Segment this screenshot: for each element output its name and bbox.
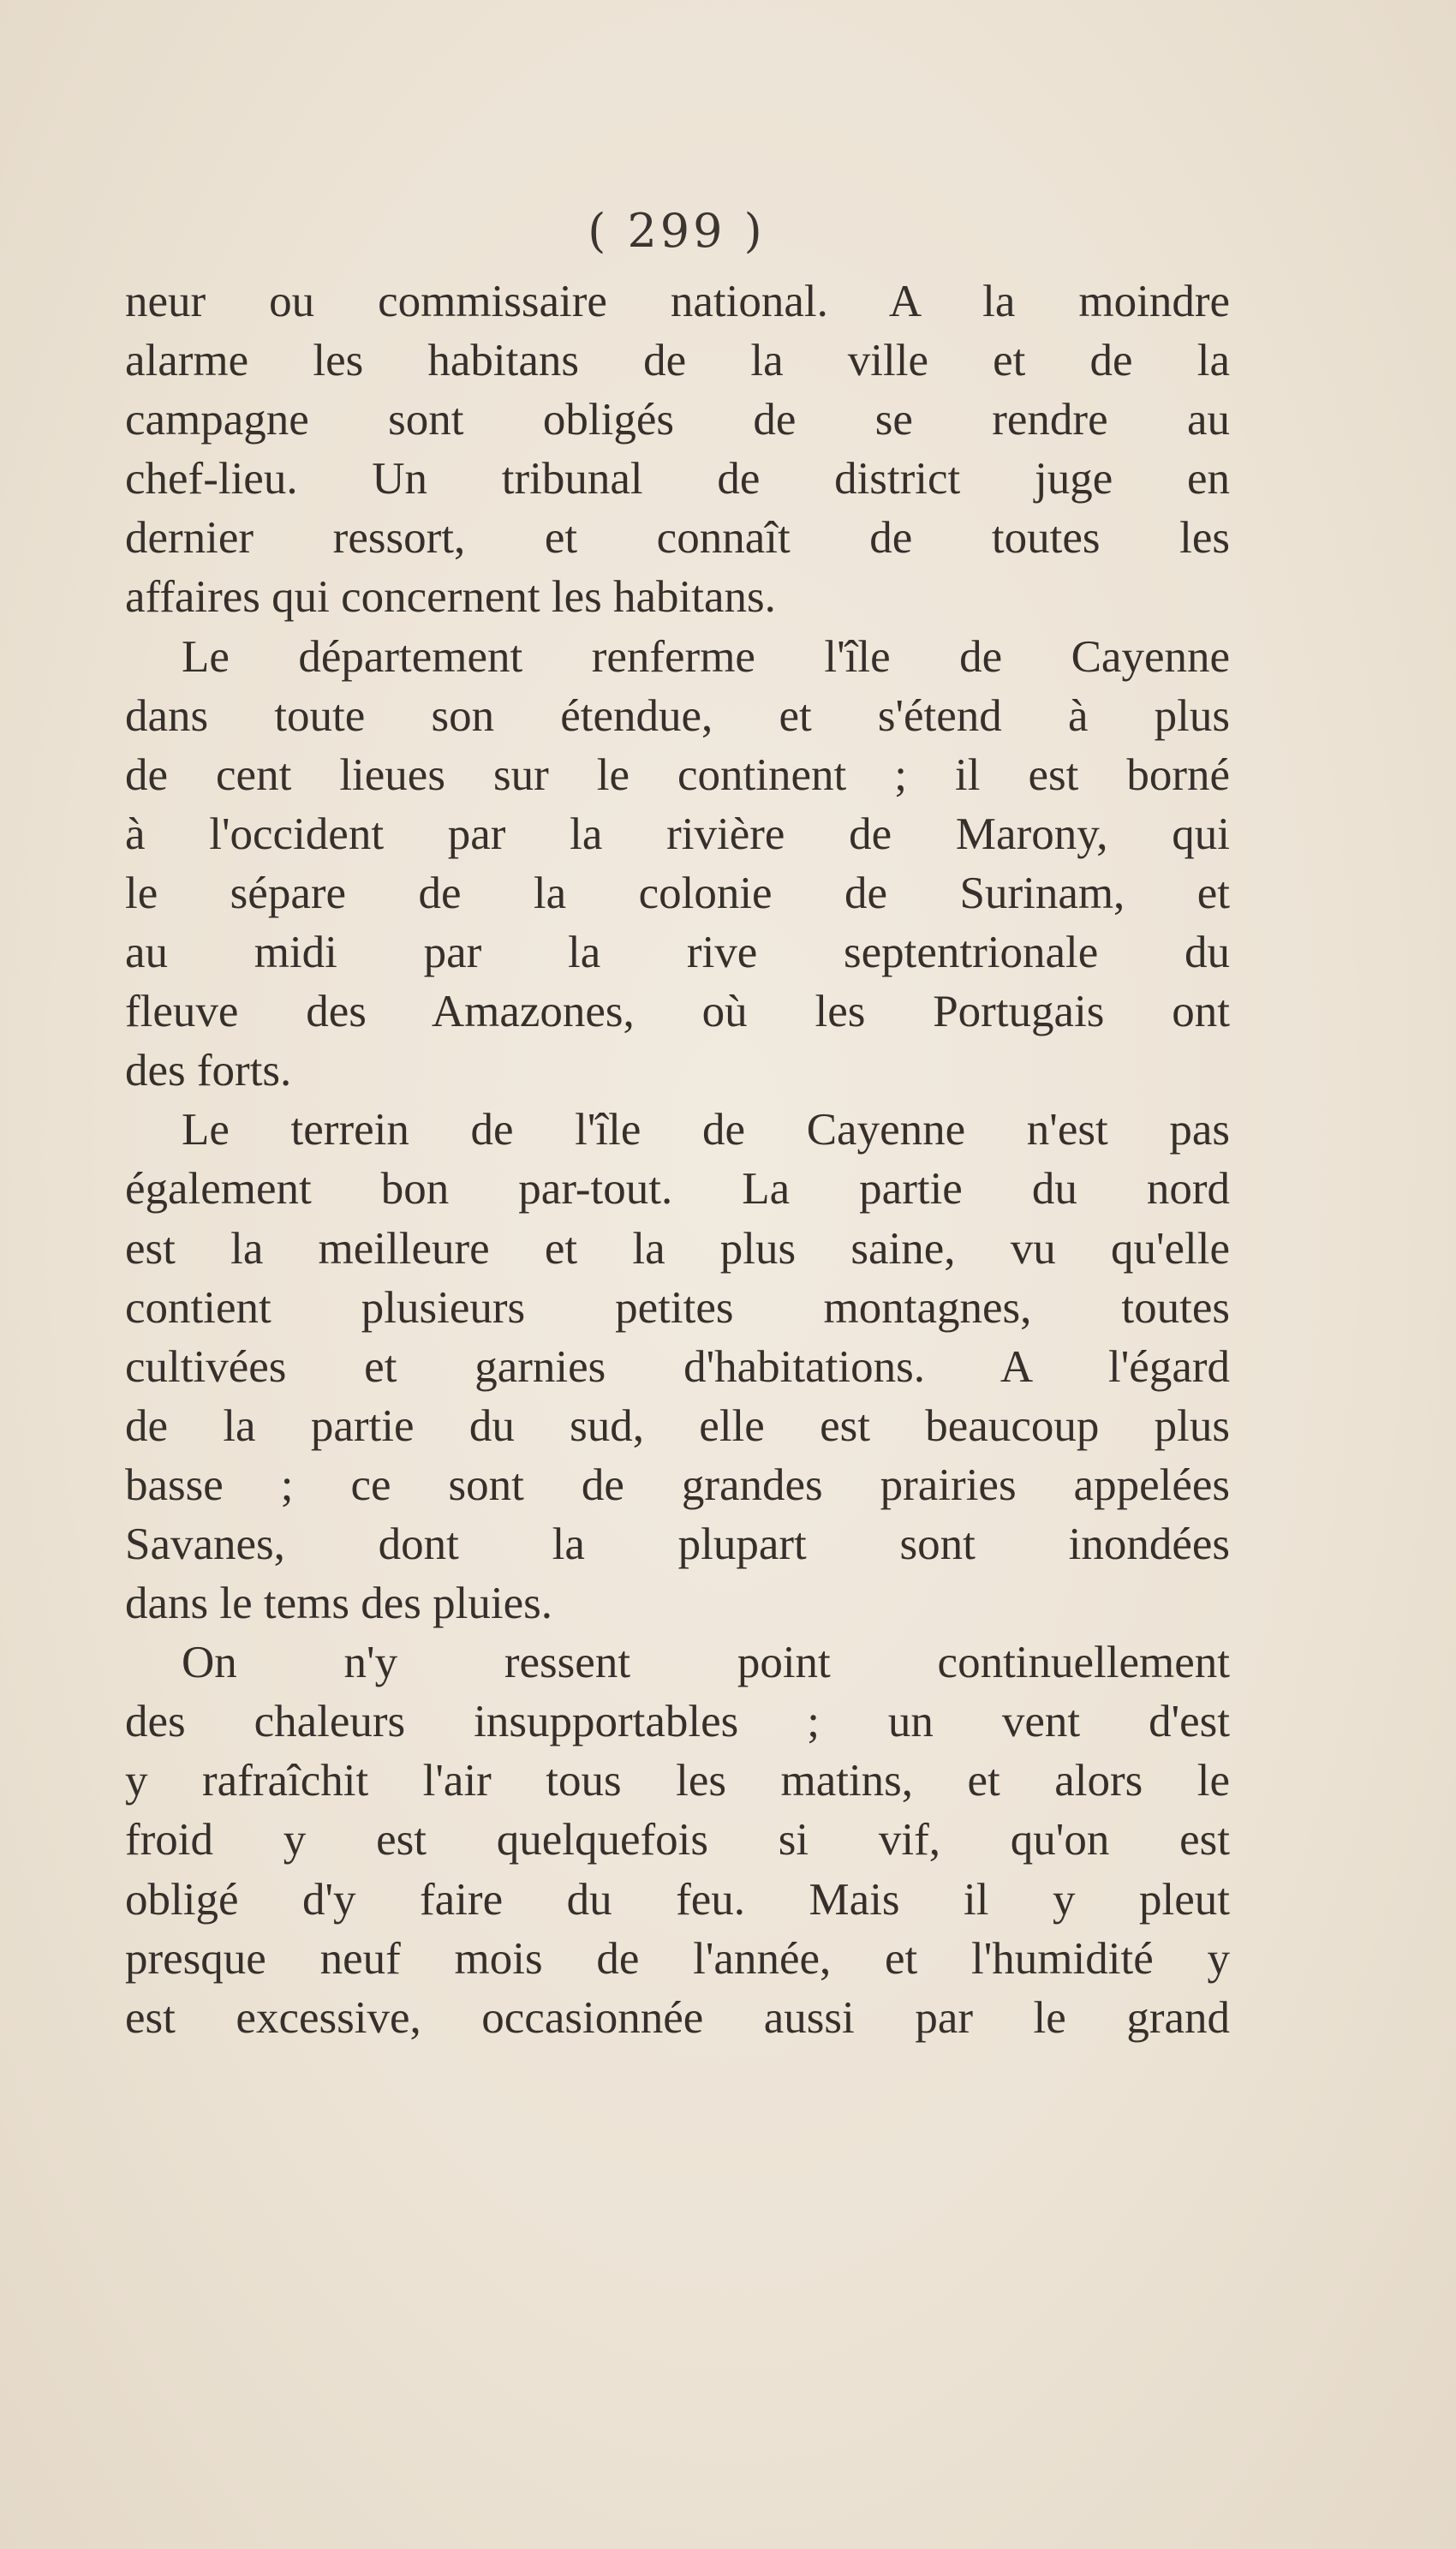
text-line: Le terrein de l'île de Cayenne n'est pas <box>182 1105 1230 1155</box>
text-line: Le département renferme l'île de Cayenne <box>182 631 1230 682</box>
text-line: est excessive, occasionnée aussi par le grand <box>125 1992 1230 2043</box>
text-line: est la meilleure et la plus saine, vu qu'elle <box>125 1223 1230 1274</box>
text-line: à l'occident par la rivière de Marony, qui <box>125 809 1230 859</box>
text-line: basse ; ce sont de grandes prairies appelées <box>125 1460 1230 1510</box>
text-line: On n'y ressent point continuellement <box>182 1638 1230 1688</box>
text-line: cultivées et garnies d'habitations. A l'égard <box>125 1341 1230 1392</box>
text-line: chef-lieu. Un tribunal de district juge en <box>125 454 1230 504</box>
text-line: dans le tems des pluies. <box>125 1579 552 1629</box>
text-line: affaires qui concernent les habitans. <box>125 572 776 623</box>
text-line: des forts. <box>125 1046 292 1096</box>
text-line: des chaleurs insupportables ; un vent d'est <box>125 1697 1230 1747</box>
text-line: dernier ressort, et connaît de toutes les <box>125 513 1230 564</box>
text-line: au midi par la rive septentrionale du <box>125 928 1230 978</box>
text-line: Savanes, dont la plupart sont inondées <box>125 1519 1230 1569</box>
paragraph <box>125 1633 1230 2048</box>
text-line: de la partie du sud, elle est beaucoup plus <box>125 1400 1230 1451</box>
text-line: y rafraîchit l'air tous les matins, et alors le <box>125 1756 1230 1806</box>
text-line: le sépare de la colonie de Surinam, et <box>125 868 1230 918</box>
text-line: alarme les habitans de la ville et de la <box>125 336 1230 386</box>
paragraph <box>125 628 1230 1101</box>
text-line: de cent lieues sur le continent ; il est borné <box>125 749 1230 800</box>
text-line: obligé d'y faire du feu. Mais il y pleut <box>125 1874 1230 1925</box>
text-line: froid y est quelquefois si vif, qu'on est <box>125 1815 1230 1865</box>
text-line: campagne sont obligés de se rendre au <box>125 395 1230 445</box>
body-text <box>125 272 1230 2048</box>
text-line: fleuve des Amazones, où les Portugais ont <box>125 987 1230 1037</box>
text-line: également bon par-tout. La partie du nord <box>125 1164 1230 1215</box>
text-line: presque neuf mois de l'année, et l'humidité y <box>125 1933 1230 1984</box>
text-line: dans toute son étendue, et s'étend à plus <box>125 690 1230 741</box>
text-line: neur ou commissaire national. A la moindre <box>125 277 1230 326</box>
paragraph <box>125 272 1230 628</box>
text-line: contient plusieurs petites montagnes, toutes <box>125 1282 1230 1333</box>
paragraph <box>125 1101 1230 1633</box>
page-number: ( 299 ) <box>588 204 766 258</box>
